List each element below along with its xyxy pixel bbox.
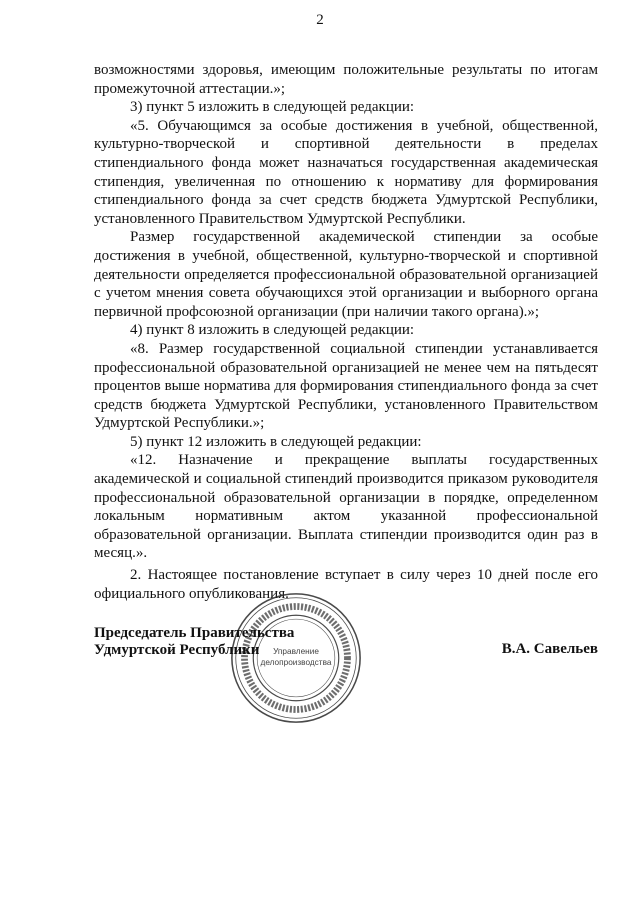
paragraph-effective-date: 2. Настоящее постановление вступает в силу через 10 дней после его официального опубликования. [94,567,598,602]
paragraph-point-12: «12. Назначение и прекращение выплаты государственных академической и социальной стипендий производится приказом руководителя профессиональной образовательной организации в порядке, определенном локальным нормативным актом указанной профессиональной образовательной организации. Выплата стипендии производится один раз в месяц.». [94,452,598,562]
paragraph-item-4: 4) пункт 8 изложить в следующей редакции: [130,322,415,339]
paragraph-item-3: 3) пункт 5 изложить в следующей редакции: [130,99,415,116]
paragraph-point-8: «8. Размер государственной социальной стипендии устанавливается профессиональной образовательной организацией не менее чем на пятьдесят процентов выше норматива для формирования стипендиального фонда за счет средств бюджета Удмуртской Республики, установленного Правительством Удмуртской Республики.»; [94,340,598,432]
paragraph-point-5: «5. Обучающимся за особые достижения в учебной, общественной, культурно-творческой и спортивной деятельности в пределах стипендиального фонда может назначаться государственная академическая стипендия, увеличенная по отношению к нормативу для формирования стипендиального фонда за счет средств бюджета Удмуртской Республики, установленного Правительством Удмуртской Республики. [94,117,598,227]
signature-title-line-1: Председатель Правительства [94,625,295,641]
page-number: 2 [316,12,324,28]
paragraph-point-5-size: Размер государственной академической стипендии за особые достижения в учебной, общественной, культурно-творческой и спортивной деятельности определяется профессиональной образовательной организацией с учетом мнения совета обучающихся этой организации и выборного органа первичной профсоюзной организации (при наличии такого органа).»; [94,229,598,320]
signature-title-line-2: Удмуртской Республики [94,642,260,658]
stamp-line-1: Управление [273,647,319,657]
signature-title [94,625,294,659]
document-body [94,61,598,603]
paragraph-item-5: 5) пункт 12 изложить в следующей редакции: [130,433,422,450]
stamp-line-2: делопроизводства [260,657,332,667]
paragraph-continuation: возможностями здоровья, имеющим положительные результаты по итогам промежуточной аттестации.»; [94,62,598,97]
signature-name: В.А. Савельев [501,641,598,657]
